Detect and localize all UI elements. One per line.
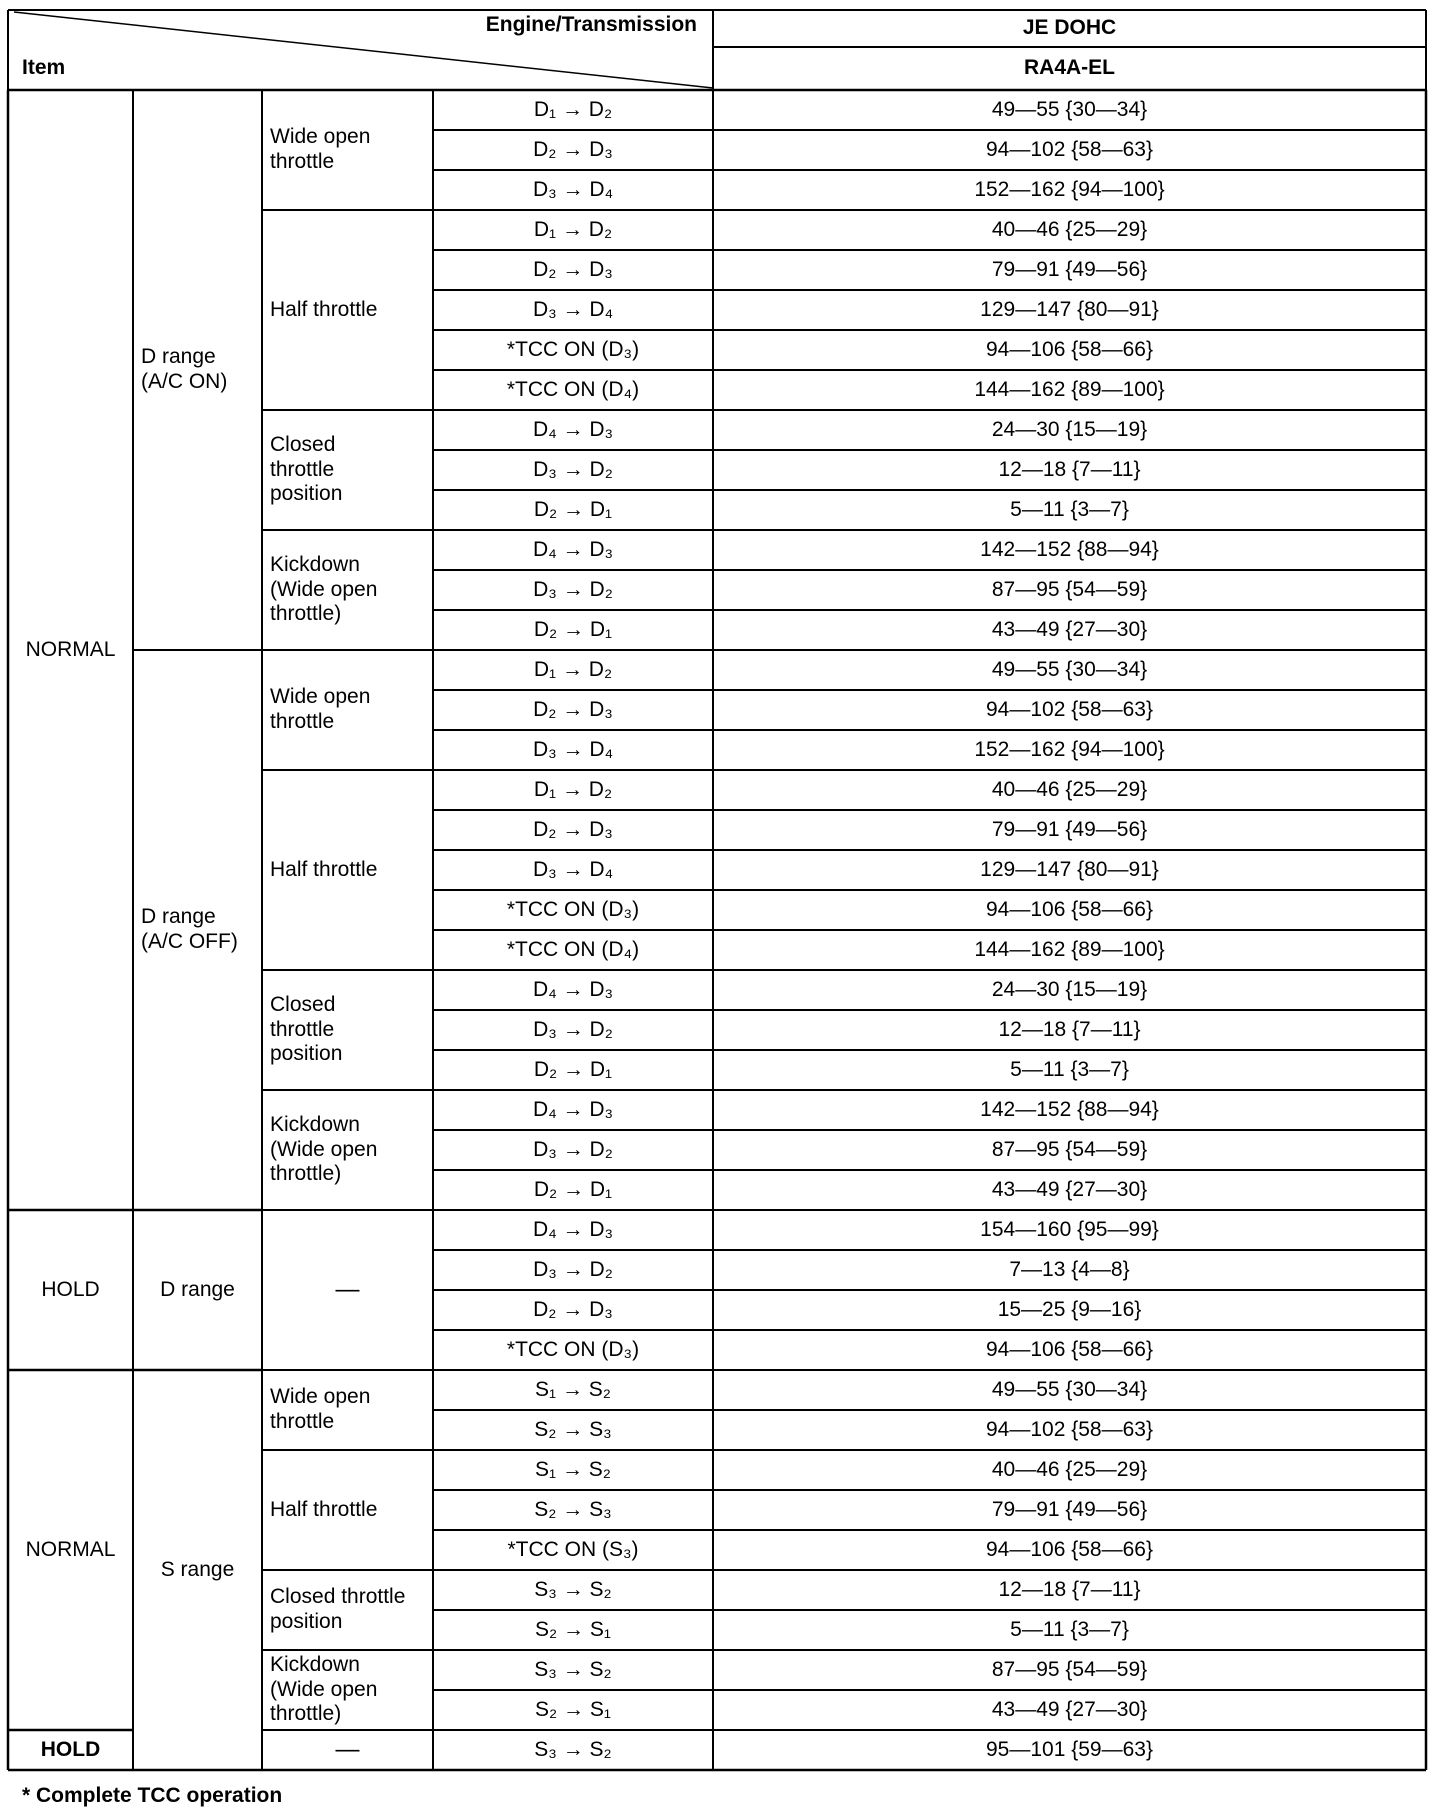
- speed-value-cell: 5—11 {3—7}: [1010, 1057, 1129, 1081]
- speed-value-cell: 144—162 {89—100}: [974, 377, 1165, 401]
- shift-cell: *TCC ON (D₄): [506, 937, 640, 961]
- engine-transmission-header: Engine/Transmission: [485, 13, 697, 37]
- speed-value-cell: 94—106 {58—66}: [986, 897, 1153, 921]
- shift-cell: *TCC ON (D₄): [506, 377, 640, 401]
- condition-cell: Wide open throttle: [270, 1385, 371, 1433]
- speed-value-cell: 129—147 {80—91}: [980, 297, 1159, 321]
- speed-value-cell: 94—106 {58—66}: [986, 337, 1153, 361]
- shift-cell: D₃ → D₂: [533, 577, 613, 601]
- speed-value-cell: 5—11 {3—7}: [1010, 1617, 1129, 1641]
- speed-value-cell: 142—152 {88—94}: [980, 537, 1159, 561]
- shift-cell: *TCC ON (D₃): [506, 337, 640, 361]
- speed-value-cell: 43—49 {27—30}: [991, 1697, 1148, 1721]
- speed-value-cell: 152—162 {94—100}: [974, 737, 1165, 761]
- shift-cell: *TCC ON (D₃): [506, 1337, 640, 1361]
- speed-value-cell: 24—30 {15—19}: [991, 977, 1148, 1001]
- condition-cell: Kickdown (Wide open throttle): [270, 1112, 378, 1186]
- condition-cell: Wide open throttle: [270, 125, 371, 173]
- shift-cell: D₂ → D₁: [533, 1057, 613, 1081]
- shift-cell: D₁ → D₂: [533, 217, 613, 241]
- speed-value-cell: 142—152 {88—94}: [980, 1097, 1159, 1121]
- shift-cell: S₁ → S₂: [535, 1377, 611, 1401]
- speed-value-cell: 43—49 {27—30}: [991, 617, 1148, 641]
- condition-cell: Closed throttle position: [270, 432, 343, 506]
- shift-cell: S₃ → S₂: [534, 1577, 612, 1601]
- speed-value-cell: 7—13 {4—8}: [1009, 1257, 1130, 1281]
- speed-value-cell: 94—102 {58—63}: [986, 137, 1153, 161]
- speed-value-cell: 43—49 {27—30}: [991, 1177, 1148, 1201]
- shift-cell: D₂ → D₃: [533, 697, 613, 721]
- mode-cell: HOLD: [41, 1277, 100, 1301]
- condition-cell: Closed throttle position: [270, 1585, 406, 1633]
- speed-value-cell: 40—46 {25—29}: [991, 1457, 1148, 1481]
- shift-cell: D₂ → D₃: [533, 137, 613, 161]
- speed-value-cell: 40—46 {25—29}: [991, 777, 1148, 801]
- condition-cell: —: [335, 1735, 360, 1763]
- shift-cell: D₃ → D₄: [532, 737, 614, 761]
- engine-header: JE DOHC: [1022, 16, 1117, 40]
- transmission-header: RA4A-EL: [1023, 56, 1115, 80]
- shift-cell: S₃ → S₂: [534, 1737, 612, 1761]
- condition-cell: Half throttle: [270, 857, 378, 881]
- shift-cell: D₃ → D₄: [532, 297, 614, 321]
- shift-cell: D₂ → D₁: [533, 1177, 613, 1201]
- speed-value-cell: 94—102 {58—63}: [986, 697, 1153, 721]
- speed-value-cell: 87—95 {54—59}: [991, 1137, 1148, 1161]
- speed-value-cell: 15—25 {9—16}: [997, 1297, 1142, 1321]
- condition-cell: Kickdown (Wide open throttle): [270, 1652, 378, 1726]
- speed-value-cell: 144—162 {89—100}: [974, 937, 1165, 961]
- speed-value-cell: 95—101 {59—63}: [986, 1737, 1153, 1761]
- range-cell: D range: [160, 1277, 235, 1301]
- speed-value-cell: 94—102 {58—63}: [986, 1417, 1153, 1441]
- mode-cell: NORMAL: [25, 637, 116, 661]
- speed-value-cell: 12—18 {7—11}: [998, 457, 1141, 481]
- shift-cell: S₂ → S₁: [535, 1697, 611, 1721]
- shift-cell: *TCC ON (S₃): [507, 1537, 639, 1561]
- speed-value-cell: 12—18 {7—11}: [998, 1017, 1141, 1041]
- speed-value-cell: 79—91 {49—56}: [991, 817, 1148, 841]
- condition-cell: Half throttle: [270, 297, 378, 321]
- speed-value-cell: 5—11 {3—7}: [1010, 497, 1129, 521]
- condition-cell: Half throttle: [270, 1497, 378, 1521]
- speed-value-cell: 87—95 {54—59}: [991, 577, 1148, 601]
- shift-cell: D₄ → D₃: [532, 977, 614, 1001]
- shift-cell: D₂ → D₁: [533, 497, 613, 521]
- shift-cell: D₄ → D₃: [532, 1097, 614, 1121]
- condition-cell: Closed throttle position: [270, 992, 343, 1066]
- shift-cell: D₄ → D₃: [532, 1217, 614, 1241]
- range-cell: D range (A/C OFF): [141, 905, 238, 953]
- shift-cell: D₂ → D₃: [533, 1297, 613, 1321]
- shift-cell: D₃ → D₂: [533, 1137, 613, 1161]
- footnote: * Complete TCC operation: [22, 1784, 283, 1807]
- mode-cell: HOLD: [40, 1737, 101, 1761]
- shift-cell: D₃ → D₄: [532, 857, 614, 881]
- speed-value-cell: 87—95 {54—59}: [991, 1657, 1148, 1681]
- range-cell: S range: [160, 1557, 235, 1581]
- shift-cell: D₂ → D₃: [533, 257, 613, 281]
- shift-cell: D₁ → D₂: [533, 777, 613, 801]
- speed-value-cell: 49—55 {30—34}: [991, 657, 1148, 681]
- range-cell: D range (A/C ON): [141, 345, 228, 393]
- shift-cell: D₃ → D₂: [533, 1017, 613, 1041]
- speed-value-cell: 152—162 {94—100}: [974, 177, 1165, 201]
- speed-value-cell: 94—106 {58—66}: [986, 1337, 1153, 1361]
- mode-cell: NORMAL: [25, 1537, 116, 1561]
- shift-cell: D₃ → D₂: [533, 1257, 613, 1281]
- speed-value-cell: 40—46 {25—29}: [991, 217, 1148, 241]
- speed-value-cell: 154—160 {95—99}: [980, 1217, 1159, 1241]
- shift-cell: *TCC ON (D₃): [506, 897, 640, 921]
- speed-value-cell: 12—18 {7—11}: [998, 1577, 1141, 1601]
- shift-cell: D₄ → D₃: [532, 537, 614, 561]
- shift-cell: S₂ → S₃: [534, 1417, 612, 1441]
- speed-value-cell: 49—55 {30—34}: [991, 97, 1148, 121]
- speed-value-cell: 24—30 {15—19}: [991, 417, 1148, 441]
- speed-value-cell: 79—91 {49—56}: [991, 1497, 1148, 1521]
- shift-cell: S₂ → S₃: [534, 1497, 612, 1521]
- shift-cell: S₃ → S₂: [534, 1657, 612, 1681]
- shift-cell: D₁ → D₂: [533, 97, 613, 121]
- shift-cell: D₃ → D₄: [532, 177, 614, 201]
- shift-cell: D₂ → D₁: [533, 617, 613, 641]
- speed-value-cell: 79—91 {49—56}: [991, 257, 1148, 281]
- speed-value-cell: 94—106 {58—66}: [986, 1537, 1153, 1561]
- shift-cell: D₁ → D₂: [533, 657, 613, 681]
- shift-cell: D₄ → D₃: [532, 417, 614, 441]
- condition-cell: Wide open throttle: [270, 685, 371, 733]
- shift-cell: D₂ → D₃: [533, 817, 613, 841]
- shift-cell: S₁ → S₂: [535, 1457, 611, 1481]
- shift-cell: S₂ → S₁: [535, 1617, 611, 1641]
- condition-cell: —: [335, 1275, 360, 1303]
- condition-cell: Kickdown (Wide open throttle): [270, 552, 378, 626]
- speed-value-cell: 49—55 {30—34}: [991, 1377, 1148, 1401]
- item-header: Item: [22, 56, 66, 80]
- shift-cell: D₃ → D₂: [533, 457, 613, 481]
- speed-value-cell: 129—147 {80—91}: [980, 857, 1159, 881]
